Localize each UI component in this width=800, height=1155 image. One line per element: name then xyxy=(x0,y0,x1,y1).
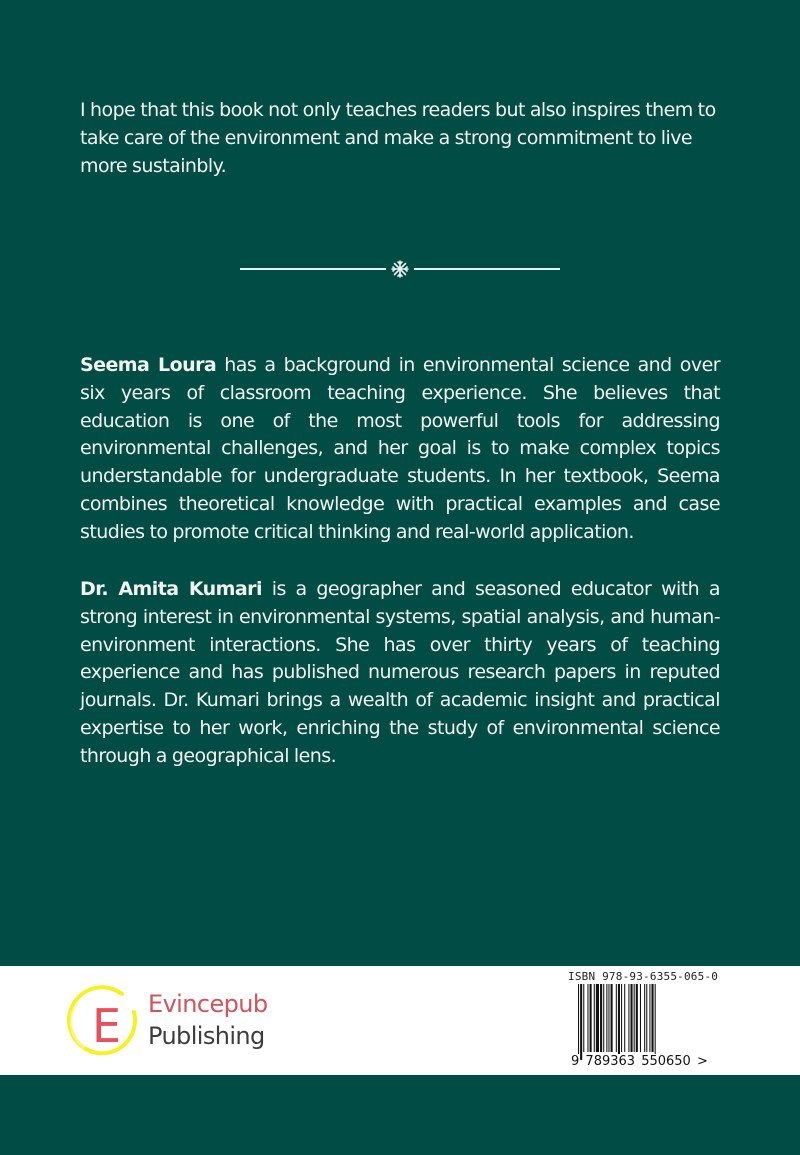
barcode-bar xyxy=(608,984,609,1052)
divider-line-right xyxy=(414,268,560,270)
barcode-group-1: 789363 xyxy=(585,1054,636,1069)
barcode-bar xyxy=(631,984,633,1052)
barcode-bar xyxy=(603,984,604,1052)
barcode-bar xyxy=(580,984,582,1060)
author-bio-text: is a geographer and seasoned educator with a strong interest in environmental systems, spatial analysis, and human-environment interactions. She has over thirty years of teaching experience and has published numerous research papers in reputed journals. Dr. Kumari brings a wealth of academic insight and practical expertise to her work, enriching the study of environmental science through a geographical lens. xyxy=(80,578,720,767)
author-bio-text: has a background in environmental science and over six years of classroom teaching experience. She believes that education is one of the most powerful tools for addressing environmental challenges, and her goal is to make complex topics understandable for undergraduate students. In her textbook, Seema combines theoretical knowledge with practical examples and case studies to promote critical thinking and real-world application. xyxy=(80,354,720,543)
barcode-bar xyxy=(624,984,625,1052)
publisher-subtitle: Publishing xyxy=(148,1022,265,1050)
intro-paragraph: I hope that this book not only teaches readers but also inspires them to take care of the environment and make a strong commitment to live more sustainbly. xyxy=(80,99,716,177)
barcode-bar xyxy=(649,984,650,1052)
author-name: Dr. Amita Kumari xyxy=(80,578,262,600)
barcode-bar xyxy=(578,984,579,1060)
barcode-bars xyxy=(560,984,730,1060)
barcode-bar xyxy=(583,984,584,1052)
snowflake-ornament-icon xyxy=(390,259,410,279)
barcode-bar xyxy=(611,984,613,1052)
divider-line-left xyxy=(240,268,386,270)
publisher-name: Evincepub xyxy=(148,990,268,1018)
author-name: Seema Loura xyxy=(80,354,217,376)
barcode-bar xyxy=(618,984,620,1060)
barcode-trail: > xyxy=(696,1054,708,1069)
barcode-bar xyxy=(640,984,641,1052)
publisher-band xyxy=(0,966,800,1075)
isbn-barcode xyxy=(560,970,730,1074)
barcode-bar xyxy=(628,984,629,1052)
publisher-logo xyxy=(64,982,284,1062)
barcode-bar xyxy=(594,984,595,1052)
barcode-bar xyxy=(621,984,622,1052)
isbn-label: ISBN 978-93-6355-065-0 xyxy=(568,970,719,983)
section-divider xyxy=(240,258,560,280)
barcode-bar xyxy=(636,984,638,1052)
barcode-bar xyxy=(587,984,588,1052)
publisher-logo-mark-icon xyxy=(64,982,144,1062)
barcode-group-2: 550650 xyxy=(641,1054,691,1069)
barcode-bar xyxy=(634,984,635,1052)
barcode-bar xyxy=(644,984,645,1052)
barcode-bar xyxy=(600,984,602,1052)
barcode-bar xyxy=(646,984,647,1052)
barcode-bar xyxy=(655,984,656,1060)
barcode-lead-digit: 9 xyxy=(571,1054,580,1069)
barcode-bar xyxy=(606,984,607,1052)
author-bio-seema-loura xyxy=(80,352,720,547)
barcode-bar xyxy=(652,984,654,1052)
barcode-bar xyxy=(590,984,592,1052)
author-bio-amita-kumari xyxy=(80,576,720,771)
barcode-digits xyxy=(570,1054,709,1069)
barcode-bar xyxy=(616,984,617,1052)
logo-letter: E xyxy=(92,999,122,1053)
barcode-bar xyxy=(596,984,599,1052)
